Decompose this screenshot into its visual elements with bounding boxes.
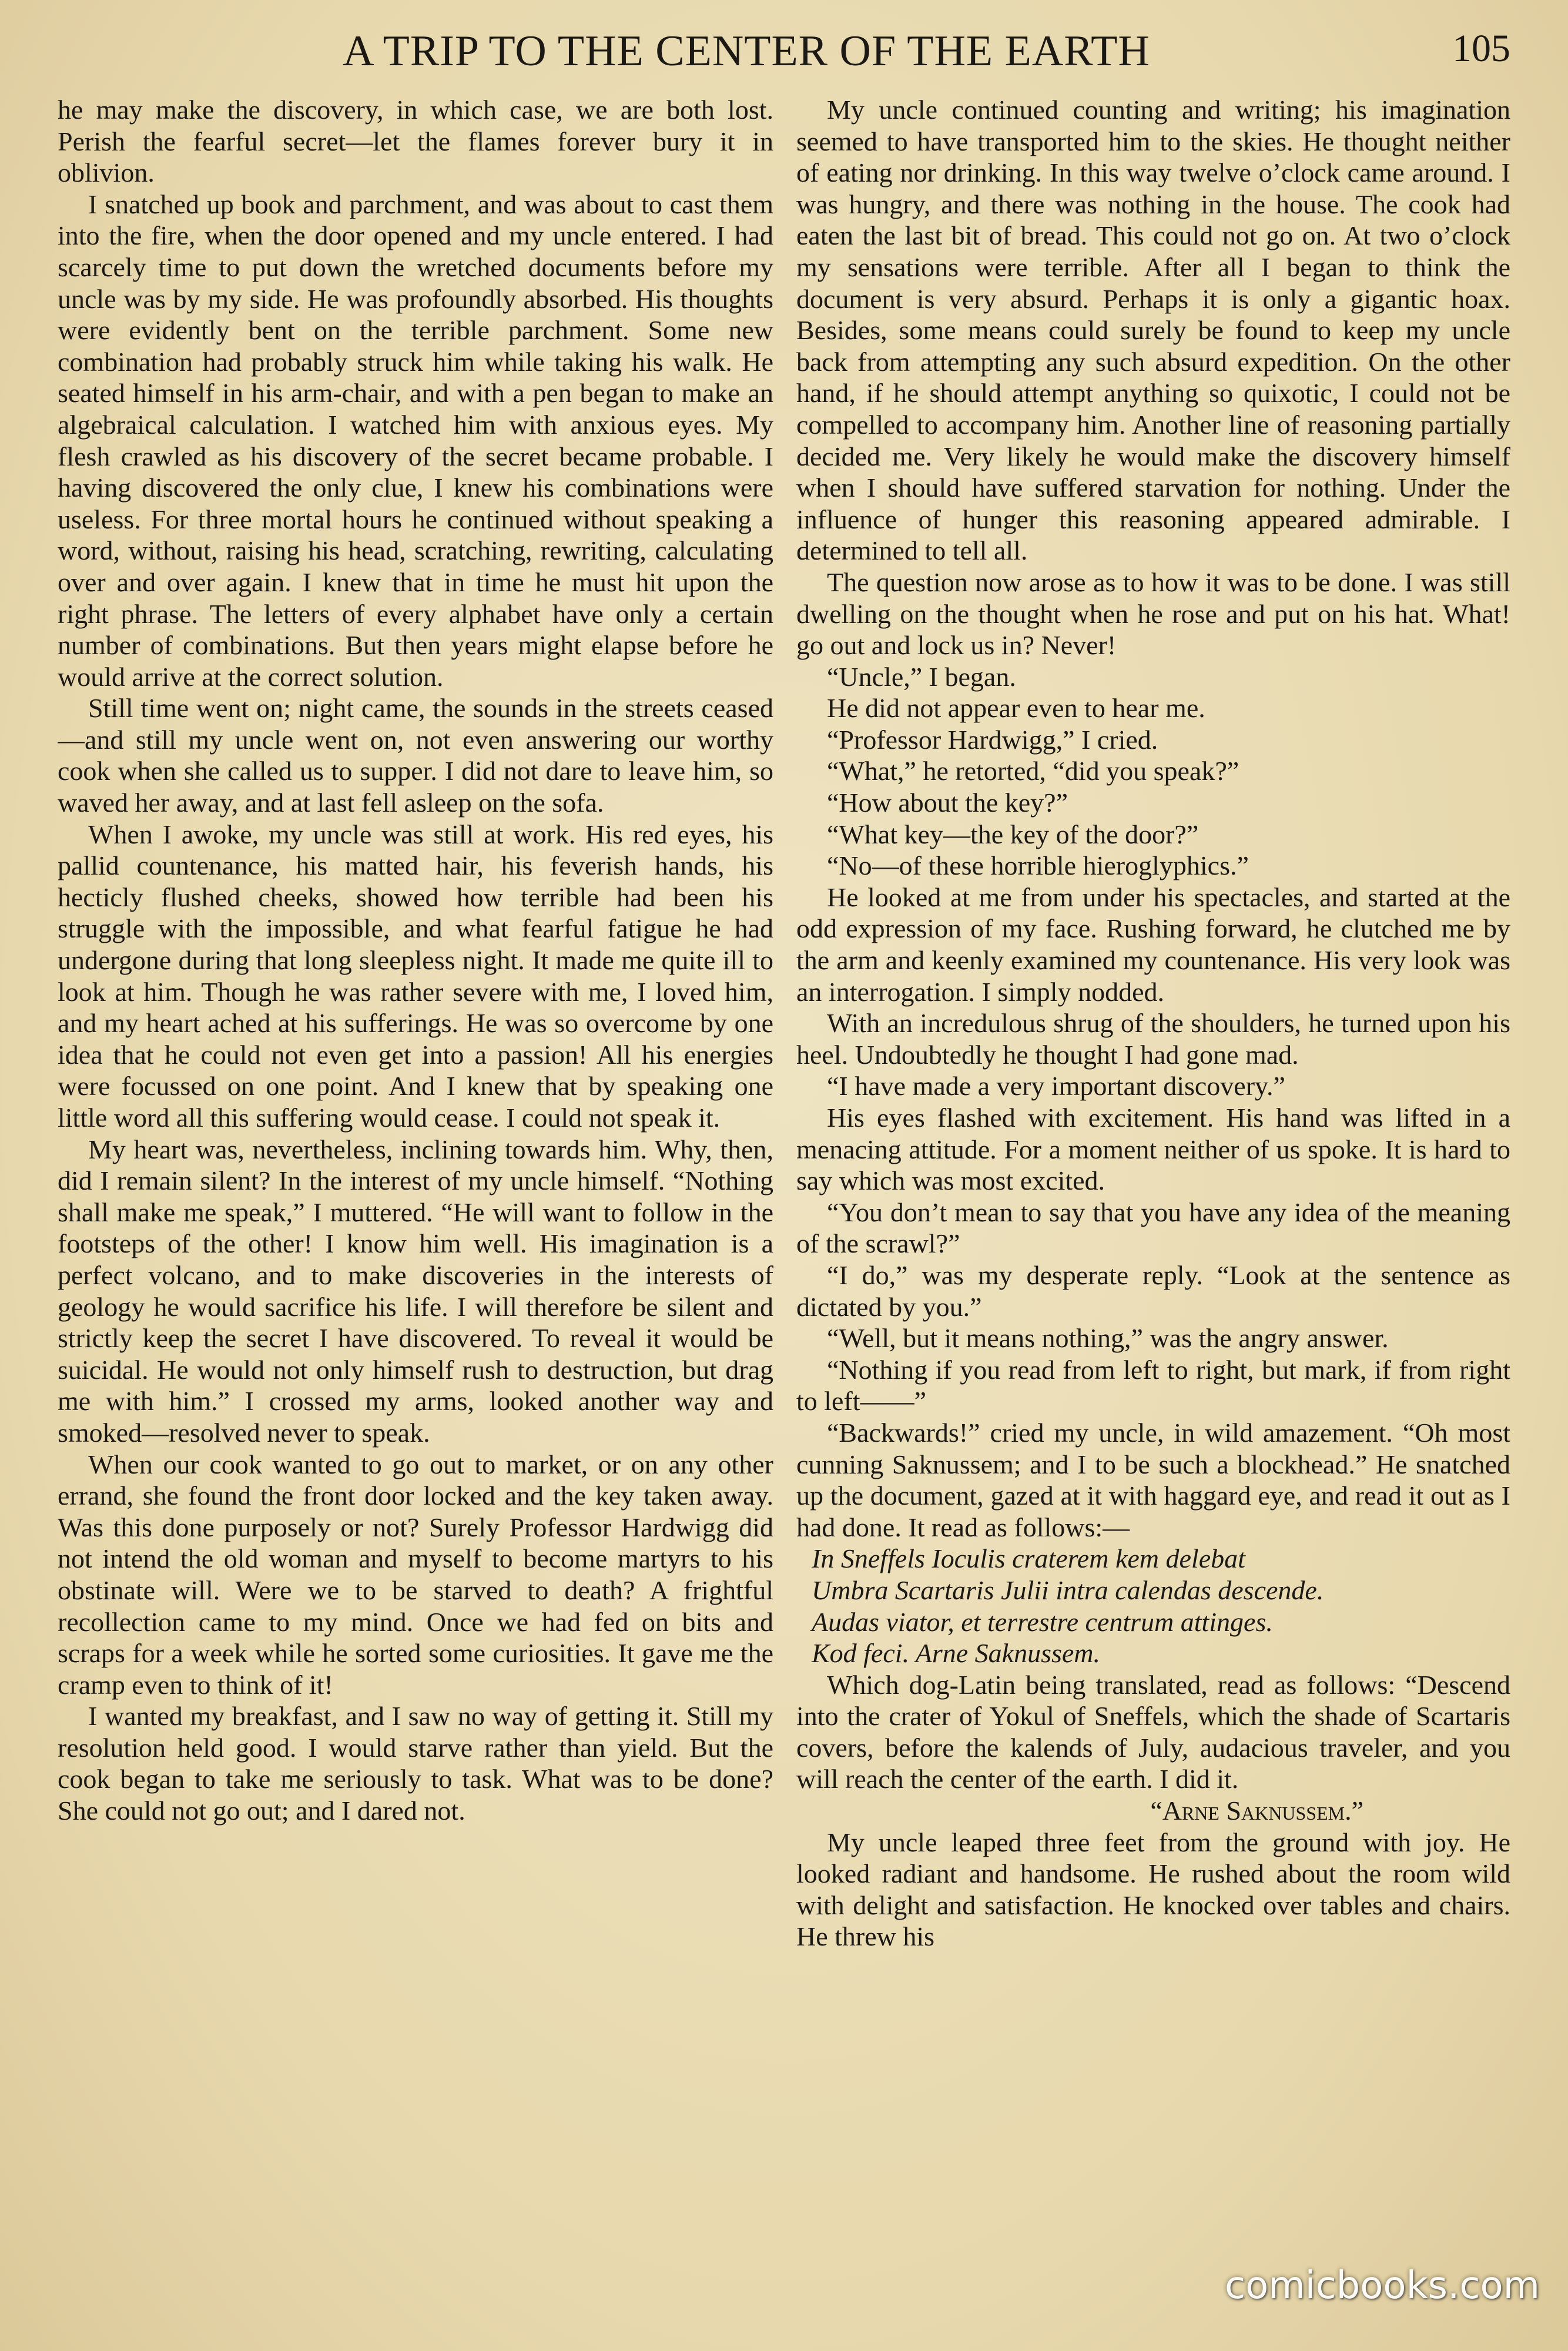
page-title: A TRIP TO THE CENTER OF THE EARTH (343, 27, 1150, 75)
left-column-paragraph: I snatched up book and parchment, and was about to cast them into the fire, when the door opened and my uncle entered. I had scarcely time to put down the wretched documents before my uncle was by my side. He was profoundly absorbed. His thoughts were evidently bent on the terrible parchment. Some new combination had probably struck him while taking his walk. He seated himself in his arm-chair, and with a pen began to make an algebraical calculation. I watched him with anxious eyes. My flesh crawled as his discovery of the secret became probable. I having discovered the only clue, I knew his combinations were useless. For three mortal hours he continued without speaking a word, without, raising his head, scratching, rewriting, calculating over and over again. I knew that in time he must hit upon the right phrase. The letters of every alphabet have only a certain number of combinations. But then years might elapse before he would arrive at the correct solution. (58, 189, 773, 692)
right-column-paragraph: “Well, but it means nothing,” was the angry answer. (827, 1323, 1389, 1354)
right-column-paragraph: Which dog-Latin being translated, read as follows: “Descend into the crater of Yokul of Sneffels, which the shade of Scartaris covers, before the kalends of July, audacious traveler, and you will reach the center of the earth. I did it. (796, 1669, 1510, 1794)
right-column-paragraph: My uncle continued counting and writing; his imagination seemed to have transported him to the skies. He thought neither of eating nor drinking. In this way twelve o’clock came around. I was hungry, and there was nothing in the house. The cook had eaten the last bit of bread. This could not go on. At two o’clock my sensations were terrible. After all I began to think the document is very absurd. Perhaps it is only a gigantic hoax. Besides, some means could surely be found to keep my uncle back from attempting any such absurd expedition. On the other hand, if he should attempt anything so quixotic, I could not be compelled to accompany him. Another line of reasoning partially decided me. Very likely he would make the discovery himself when I should have suffered starvation for nothing. Under the influence of hunger this reasoning appeared admirable. I determined to tell all. (796, 95, 1510, 566)
right-column-paragraph: “I do,” was my desperate reply. “Look at the sentence as dictated by you.” (796, 1260, 1510, 1322)
right-column-paragraph: My uncle leaped three feet from the ground with joy. He looked radiant and handsome. He rushed about the room wild with delight and satisfaction. He knocked over tables and chairs. He threw his (796, 1827, 1510, 1952)
right-column-paragraph: “Uncle,” I began. (827, 661, 1016, 692)
right-column-paragraph: “Nothing if you read from left to right, but mark, if from right to left——” (796, 1354, 1510, 1416)
left-text-column (58, 94, 773, 2322)
right-column-paragraph: “Backwards!” cried my uncle, in wild amazement. “Oh most cunning Saknussem; and I to be such a blockhead.” He snatched up the document, gazed at it with haggard eye, and read it out as I had done. It read as follows:— (796, 1417, 1510, 1542)
right-text-column (796, 94, 1510, 2322)
right-column-paragraph: “What key—the key of the door?” (827, 819, 1199, 849)
left-column-paragraph: Still time went on; night came, the sounds in the streets ceased—and still my uncle went on, not even answering our worthy cook when she called us to supper. I did not dare to leave him, so waved her away, and at last fell asleep on the sofa. (58, 693, 773, 818)
latin-inscription-line: In Sneffels Ioculis craterem kem delebat (812, 1543, 1245, 1574)
right-column-paragraph: He did not appear even to hear me. (827, 693, 1205, 724)
latin-inscription-line: Audas viator, et terrestre centrum attinges. (812, 1606, 1273, 1637)
right-column-paragraph: “Professor Hardwigg,” I cried. (827, 724, 1158, 755)
left-column-paragraph: he may make the discovery, in which case, we are both lost. Perish the fearful secret—let the flames forever bury it in oblivion. (58, 95, 773, 188)
right-column-paragraph: With an incredulous shrug of the shoulders, he turned upon his heel. Undoubtedly he thought I had gone mad. (796, 1008, 1510, 1070)
left-column-paragraph: My heart was, nevertheless, inclining towards him. Why, then, did I remain silent? In the interest of my uncle himself. “Nothing shall make me speak,” I muttered. “He will want to follow in the footsteps of the other! I know him well. His imagination is a perfect volcano, and to make discoveries in the interests of geology he would sacrifice his life. I will therefore be silent and strictly keep the secret I have discovered. To reveal it would be suicidal. He would not only himself rush to destruction, but drag me with him.” I crossed my arms, looked another way and smoked—resolved never to speak. (58, 1134, 773, 1448)
right-column-paragraph: “How about the key?” (827, 788, 1068, 818)
right-column-paragraph: His eyes flashed with excitement. His hand was lifted in a menacing attitude. For a moment neither of us spoke. It is hard to say which was most excited. (796, 1103, 1510, 1196)
page-header (0, 26, 1568, 85)
right-column-paragraph: The question now arose as to how it was to be done. I was still dwelling on the thought when he rose and put on his hat. What! go out and lock us in? Never! (796, 567, 1510, 661)
left-column-paragraph: When I awoke, my uncle was still at work. His red eyes, his pallid countenance, his matted hair, his feverish hands, his hecticly flushed cheeks, showed how terrible had been his struggle with the impossible, and what fearful fatigue he had undergone during that long sleepless night. It made me quite ill to look at him. Though he was rather severe with me, I loved him, and my heart ached at his sufferings. He was so overcome by one idea that he could not even get into a passion! All his energies were focussed on one point. And I knew that by speaking one little word all this suffering would cease. I could not speak it. (58, 819, 773, 1133)
right-column-paragraph: “You don’t mean to say that you have any idea of the meaning of the scrawl?” (796, 1197, 1510, 1259)
site-watermark: comicbooks.com (1224, 2264, 1540, 2308)
right-column-paragraph: He looked at me from under his spectacles, and started at the odd expression of my face. Rushing forward, he clutched me by the arm and keenly examined my countenance. His very look was an interrogation. I simply nodded. (796, 882, 1510, 1007)
page-number: 105 (1452, 27, 1510, 70)
left-column-paragraph: When our cook wanted to go out to market, or on any other errand, she found the front door locked and the key taken away. Was this done purposely or not? Surely Professor Hardwigg did not intend the old woman and myself to become martyrs to his obstinate will. Were we to be starved to death? A frightful recollection came to my mind. Once we had fed on bits and scraps for a week while he sorted some curiosities. It gave me the cramp even to think of it! (58, 1449, 773, 1700)
right-column-paragraph: “What,” he retorted, “did you speak?” (827, 756, 1239, 786)
right-column-paragraph: “No—of these horrible hieroglyphics.” (827, 850, 1249, 881)
signature-line: “Arne Saknussem.” (1150, 1796, 1363, 1826)
latin-inscription-line: Umbra Scartaris Julii intra calendas descende. (812, 1575, 1324, 1605)
latin-inscription-line: Kod feci. Arne Saknussem. (812, 1638, 1101, 1669)
right-column-paragraph: “I have made a very important discovery.” (827, 1071, 1285, 1101)
left-column-paragraph: I wanted my breakfast, and I saw no way of getting it. Still my resolution held good. I would starve rather than yield. But the cook began to take me seriously to task. What was to be done? She could not go out; and I dared not. (58, 1701, 773, 1826)
